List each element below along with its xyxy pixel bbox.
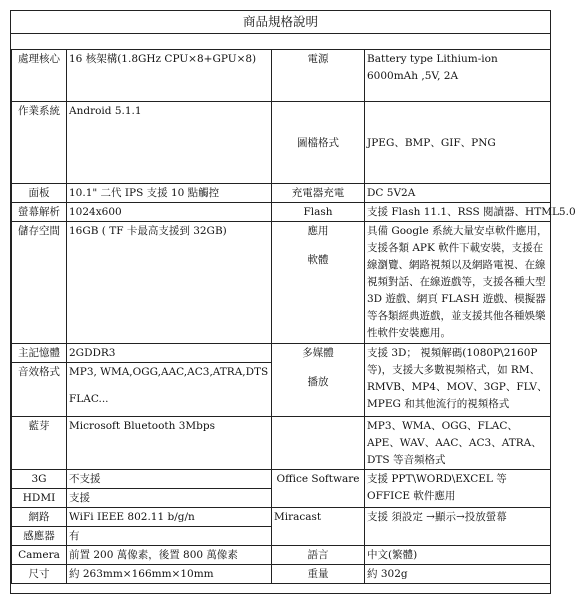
spec-value: Battery type Lithium-ion 6000mAh ,5V, 2A xyxy=(365,50,551,102)
spec-label: 軟體 xyxy=(307,254,329,266)
spec-value: JPEG、BMP、GIF、PNG xyxy=(365,102,551,184)
spec-value: MP3, WMA,OGG,AAC,AC3,ATRA,DTS xyxy=(69,366,269,378)
spec-value: 支援 須設定 →顯示→投放螢幕 xyxy=(365,508,551,546)
spec-value: 16GB ( TF 卡最高支援到 32GB) xyxy=(67,222,272,344)
table-row xyxy=(12,470,551,489)
spec-value: DC 5V2A xyxy=(365,184,551,203)
spec-label: 處理核心 xyxy=(12,50,67,102)
table-row xyxy=(12,344,551,363)
spec-label: 作業系統 xyxy=(12,102,67,184)
spec-label: 儲存空間 xyxy=(12,222,67,344)
spec-label: 多媒體 xyxy=(302,347,334,359)
spec-label: 面板 xyxy=(12,184,67,203)
spec-value: 具備 Google 系統大量安卓軟件應用，支援各類 APK 軟件下載安裝，支援在線瀏覽、網路視頻以及網路電視、在線視頻對話、在線遊戲等，支援各種大型 3D 遊戲、網頁 FLASH 遊戲、模擬器等各類經典遊戲，並支援其他各種娛樂性軟件安裝應用。 xyxy=(365,222,551,344)
table-row xyxy=(12,102,551,184)
spec-label: 藍芽 xyxy=(12,417,67,470)
spec-label: 主記憶體 xyxy=(12,344,67,363)
spec-label: 語言 xyxy=(272,546,365,565)
table-row xyxy=(12,565,551,584)
spec-value: Microsoft Bluetooth 3Mbps xyxy=(67,417,272,470)
spec-sheet xyxy=(10,10,576,594)
spec-value: 1024x600 xyxy=(67,203,272,222)
spec-value: 16 核架構(1.8GHz CPU×8+GPU×8) xyxy=(67,50,272,102)
spec-label: 圖檔格式 xyxy=(272,102,365,184)
table-row xyxy=(12,50,551,102)
spec-value: 中文(繁體) xyxy=(365,546,551,565)
spec-label: Miracast xyxy=(272,508,365,546)
spec-value: Android 5.1.1 xyxy=(67,102,272,184)
spec-value: 支援 3D； 視頻解碼(1080P\2160P 等)，支援大多數視頻格式，如 RM、RMVB、MP4、MOV、3GP、FLV、MPEG 和其他流行的視頻格式 xyxy=(365,344,551,417)
table-row xyxy=(12,508,551,527)
spec-label: Office Software xyxy=(272,470,365,508)
spec-label: HDMI xyxy=(12,489,67,508)
spec-label-group xyxy=(272,344,365,417)
spec-label: 螢幕解析 xyxy=(12,203,67,222)
spec-value: 支援 PPT\WORD\EXCEL 等 OFFICE 軟件應用 xyxy=(365,470,551,508)
spec-label: 音效格式 xyxy=(12,363,67,417)
spec-value: 約 263mm×166mm×10mm xyxy=(67,565,272,584)
spec-label: 充電器充電 xyxy=(272,184,365,203)
table-row xyxy=(12,184,551,203)
spec-value: 2GDDR3 xyxy=(67,344,272,363)
spec-value: 前置 200 萬像素，後置 800 萬像素 xyxy=(67,546,272,565)
spec-value: WiFi IEEE 802.11 b/g/n xyxy=(67,508,272,527)
spec-label-group xyxy=(272,222,365,344)
spec-value: 有 xyxy=(67,527,272,546)
spec-label: 播放 xyxy=(307,376,329,388)
table-row xyxy=(12,222,551,344)
spec-label: 電源 xyxy=(272,50,365,102)
spec-value: 約 302g xyxy=(365,565,551,584)
spec-value: MP3、WMA、OGG、FLAC、APE、WAV、AAC、AC3、ATRA、DTS 等音頻格式 xyxy=(365,417,551,470)
table-row xyxy=(12,417,551,470)
spec-label: 重量 xyxy=(272,565,365,584)
spec-table xyxy=(11,49,576,584)
spec-value: 支援 xyxy=(67,489,272,508)
spec-value: FLAC... xyxy=(69,393,109,405)
empty-cell xyxy=(272,417,365,470)
spec-value: 支援 Flash 11.1、RSS 閱讀器、HTML5.0 xyxy=(365,203,551,222)
spec-value-group xyxy=(67,363,272,417)
table-row xyxy=(12,546,551,565)
spec-label: 3G xyxy=(12,470,67,489)
spec-label: Flash xyxy=(272,203,365,222)
table-row xyxy=(12,203,551,222)
spec-value: 不支援 xyxy=(67,470,272,489)
spec-label: Camera xyxy=(12,546,67,565)
spec-label: 網路 xyxy=(12,508,67,527)
spec-label: 應用 xyxy=(307,225,329,237)
sheet-title: 商品規格說明 xyxy=(11,11,550,34)
spec-label: 感應器 xyxy=(12,527,67,546)
spec-value: 10.1" 二代 IPS 支援 10 點觸控 xyxy=(67,184,272,203)
spec-label: 尺寸 xyxy=(12,565,67,584)
